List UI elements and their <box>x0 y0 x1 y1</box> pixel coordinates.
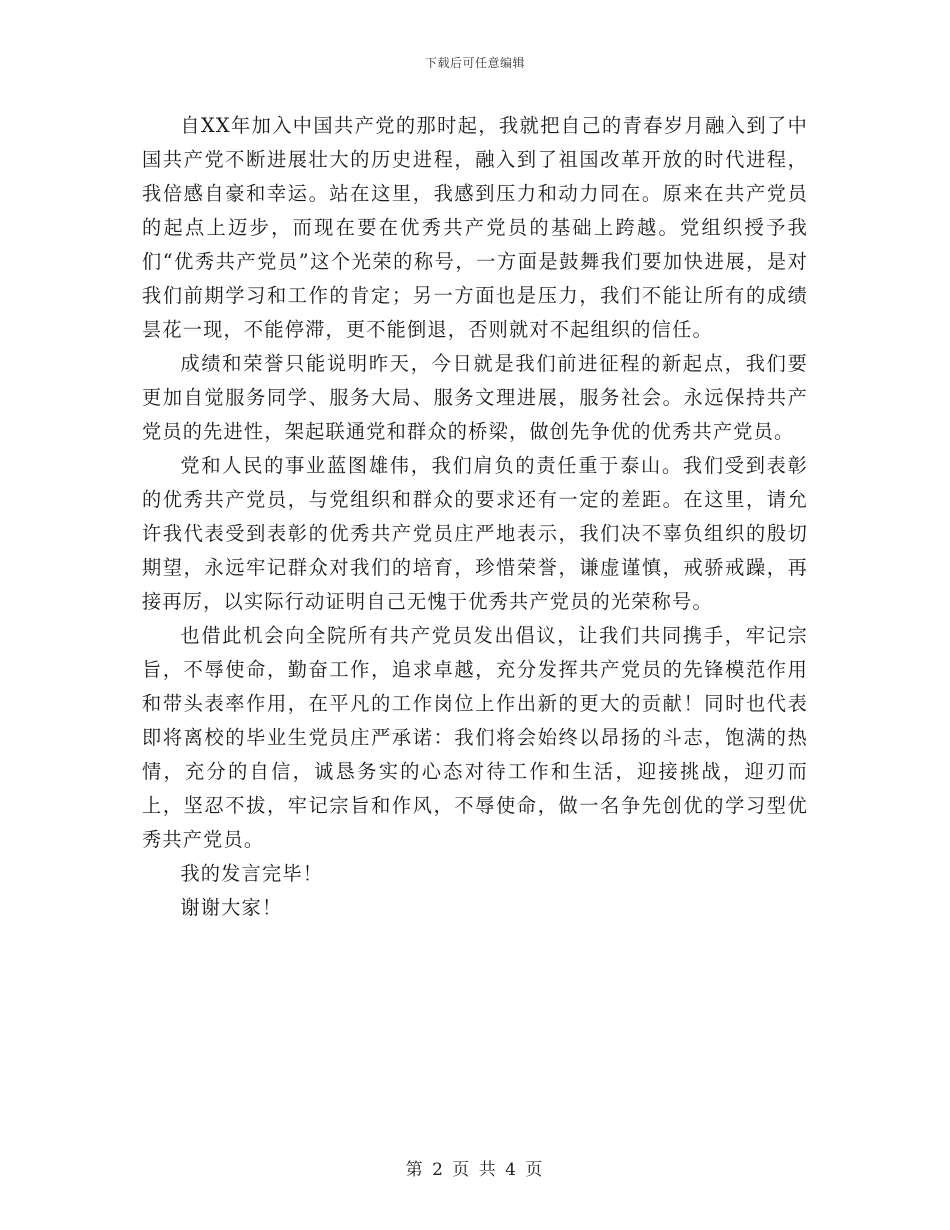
document-body <box>142 109 808 925</box>
paragraph-3: 党和人民的事业蓝图雄伟，我们肩负的责任重于泰山。我们受到表彰的优秀共产党员，与党组织和群众的要求还有一定的差距。在这里，请允许我代表受到表彰的优秀共产党员庄严地表示，我们决不辜负组织的殷切期望，永远牢记群众对我们的培育，珍惜荣誉，谦虚谨慎，戒骄戒躁，再接再厉，以实际行动证明自己无愧于优秀共产党员的光荣称号。 <box>142 454 808 613</box>
paragraph-2: 成绩和荣誉只能说明昨天，今日就是我们前进征程的新起点，我们要更加自觉服务同学、服务大局、服务文理进展，服务社会。永远保持共产党员的先进性，架起联通党和群众的桥梁，做创先争优的优秀共产党员。 <box>142 352 808 443</box>
thanks-line: 谢谢大家！ <box>180 896 283 919</box>
paragraph-4: 也借此机会向全院所有共产党员发出倡议，让我们共同携手，牢记宗旨，不辱使命，勤奋工作，追求卓越，充分发挥共产党员的先锋模范作用和带头表率作用，在平凡的工作岗位上作出新的更大的贡献！同时也代表即将离校的毕业生党员庄严承诺：我们将会始终以昂扬的斗志，饱满的热情，充分的自信，诚恳务实的心态对待工作和生活，迎接挑战，迎刃而上，坚忍不拔，牢记宗旨和作风，不辱使命，做一名争先创优的学习型优秀共产党员。 <box>142 624 808 851</box>
page-header: 下载后可任意编辑 <box>424 56 525 70</box>
paragraph-1: 自XX年加入中国共产党的那时起，我就把自己的青春岁月融入到了中国共产党不断进展壮大的历史进程，融入到了祖国改革开放的时代进程，我倍感自豪和幸运。站在这里，我感到压力和动力同在。原来在共产党员的起点上迈步，而现在要在优秀共产党员的基础上跨越。党组织授予我们“优秀共产党员”这个光荣的称号，一方面是鼓舞我们要加快进展，是对我们前期学习和工作的肯定；另一方面也是压力，我们不能让所有的成绩昙花一现，不能停滞，更不能倒退，否则就对不起组织的信任。 <box>142 114 808 341</box>
page-footer: 第 2 页 共 4 页 <box>405 1160 545 1180</box>
closing-statement: 我的发言完毕！ <box>180 862 324 885</box>
